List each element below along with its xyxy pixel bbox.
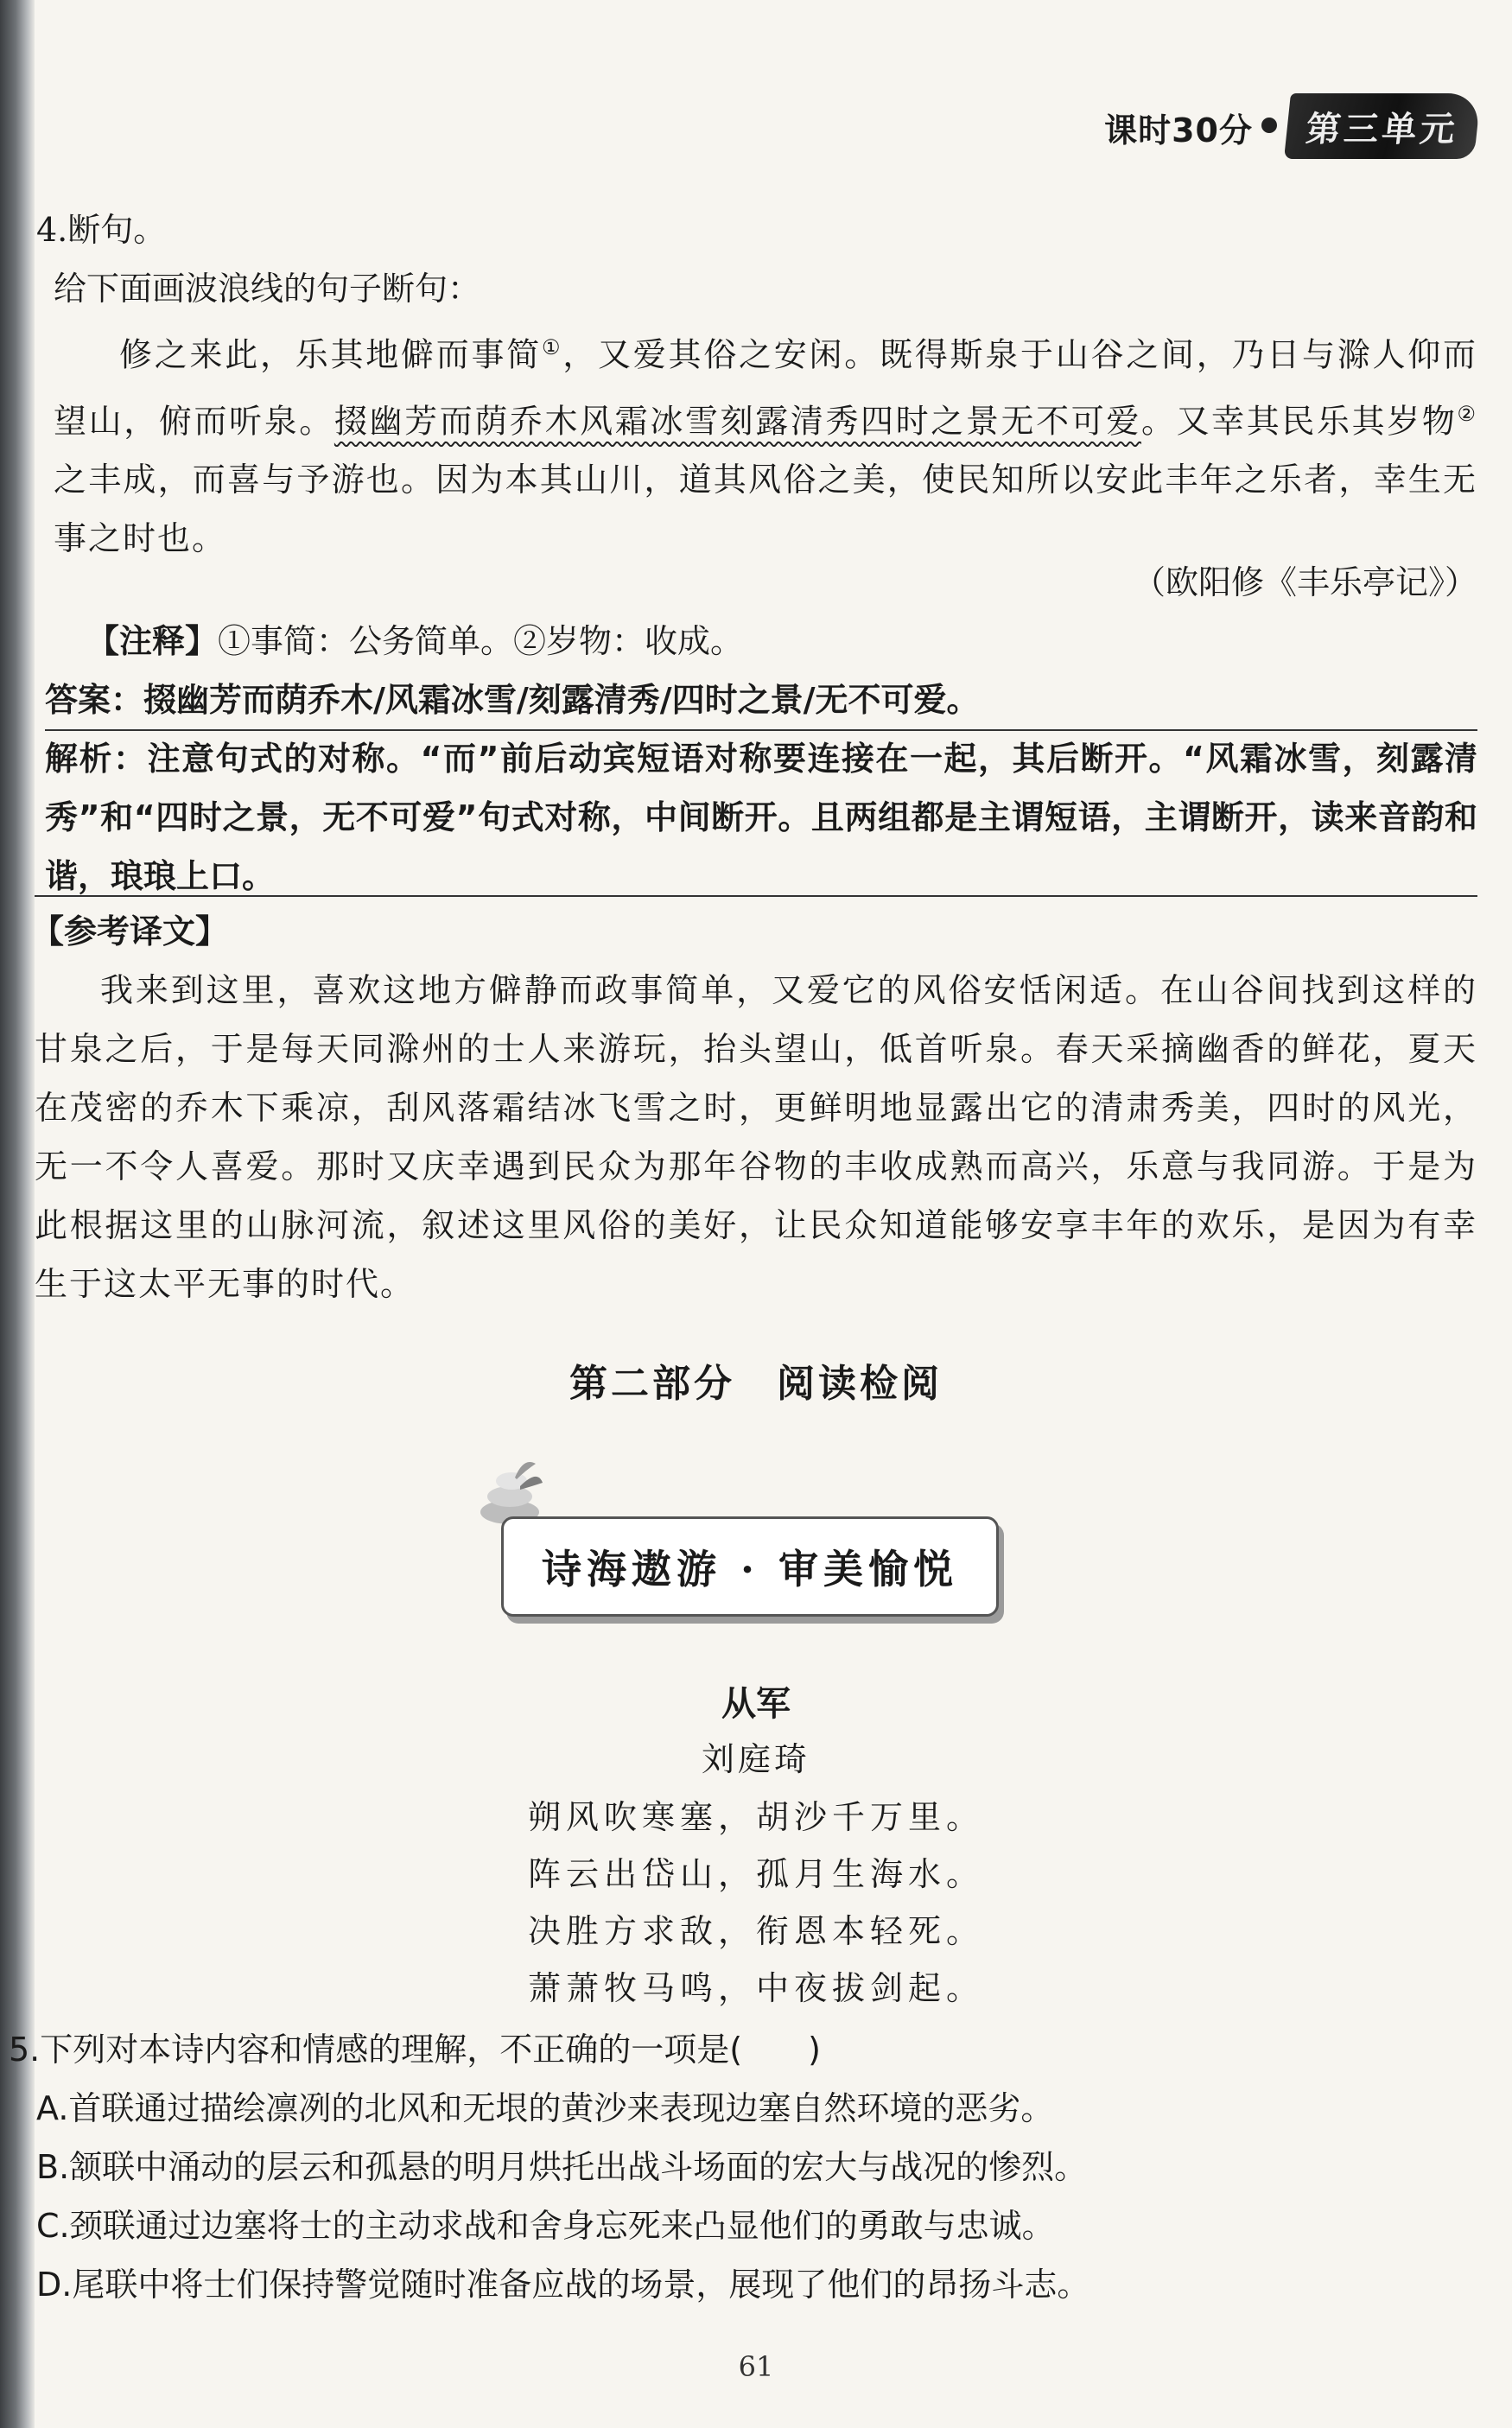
- note2-marker: ②: [1457, 401, 1477, 426]
- answer-line: 答案：掇幽芳而荫乔木/风霜冰雪/刻露清秀/四时之景/无不可爱。: [45, 671, 1477, 731]
- q5-option-b: B.颔联中涌动的层云和孤悬的明月烘托出战斗场面的宏大与战况的惨烈。: [36, 2148, 1088, 2186]
- poem-line: 朔风吹寒塞，胡沙千万里。: [527, 1798, 984, 1836]
- notes: [86, 612, 743, 671]
- passage-part-b: ，又爱其俗之安闲。既得斯泉于山谷之间，乃日与滁人仰而望山，俯而听泉。: [54, 335, 1477, 441]
- translation-text: 我来到这里，喜欢这地方僻静而政事简单，又爱它的风俗安恬闲适。在山谷间找到这样的甘泉之后，于是每天同滁州的士人来游玩，抬头望山，低首听泉。春天采摘幽香的鲜花，夏天在茂密的乔木下乘凉，刮风落霜结冰飞雪之时，更鲜明地显露出它的清肃秀美，四时的风光，无一不令人喜爱。那时又庆幸遇到民众为那年谷物的丰收成熟而高兴，乐意与我同游。于是为此根据这里的山脉河流，叙述这里风俗的美好，让民众知道能够安享丰年的欢乐，是因为有幸生于这太平无事的时代。: [35, 971, 1477, 1303]
- note1-marker: ①: [542, 335, 563, 359]
- passage-part-d: 之丰成，而喜与予游也。因为本其山川，道其风俗之美，使民知所以安此丰年之乐者，幸生无事之时也。: [54, 461, 1477, 558]
- analysis-text: 解析：注意句式的对称。“而”前后动宾短语对称要连接在一起，其后断开。“风霜冰雪，刻露清秀”和“四时之景，无不可爱”句式对称，中间断开。且两组都是主谓短语，主谓断开，读来音韵和谐，琅琅上口。: [45, 740, 1477, 895]
- q4-passage: [54, 318, 1477, 568]
- poem-title: 从军: [721, 1684, 791, 1724]
- passage-part-c: 。又幸其民乐其岁物: [1140, 402, 1458, 441]
- poem-author: 刘庭琦: [701, 1740, 810, 1778]
- header-bullet-icon: [1261, 118, 1277, 133]
- wavy-underlined-sentence: 掇幽芳而荫乔木风霜冰雪刻露清秀四时之景无不可爱: [334, 402, 1141, 441]
- poem-line: 决胜方求敌，衔恩本轻死。: [527, 1912, 984, 1950]
- q5-option-a: A.首联通过描绘凛冽的北风和无垠的黄沙来表现边塞自然环境的恶劣。: [36, 2089, 1054, 2127]
- q4-instruction: 给下面画波浪线的句子断句：: [54, 270, 481, 308]
- divider: [35, 895, 1477, 897]
- passage-part-a: 修之来此，乐其地僻而事简: [119, 335, 542, 374]
- unit-badge: 第三单元: [1284, 93, 1481, 159]
- poem-line: 阵云出岱山，孤月生海水。: [527, 1855, 984, 1893]
- header-title: 课时30分: [1104, 111, 1253, 149]
- notes-label: 【注释】: [86, 622, 219, 660]
- q5-option-c: C.颈联通过边塞将士的主动求战和舍身忘死来凸显他们的勇敢与忠诚。: [36, 2207, 1055, 2245]
- q5-option-d: D.尾联中将士们保持警觉随时准备应战的场景，展现了他们的昂扬斗志。: [36, 2266, 1090, 2304]
- q5-stem: 5.下列对本诗内容和情感的理解，不正确的一项是( ): [9, 2031, 821, 2069]
- section-title: 第二部分 阅读检阅: [569, 1362, 943, 1406]
- passage-source: （欧阳修《丰乐亭记》）: [1132, 563, 1477, 601]
- poem-line: 萧萧牧马鸣，中夜拔剑起。: [527, 1969, 984, 2007]
- page-number: 61: [738, 2350, 774, 2383]
- notes-text: ①事简：公务简单。②岁物：收成。: [218, 622, 744, 660]
- section-banner: 诗海遨游 · 审美愉悦: [501, 1516, 999, 1617]
- q4-title: 4.断句。: [36, 211, 167, 249]
- translation-label: 【参考译文】: [31, 912, 229, 950]
